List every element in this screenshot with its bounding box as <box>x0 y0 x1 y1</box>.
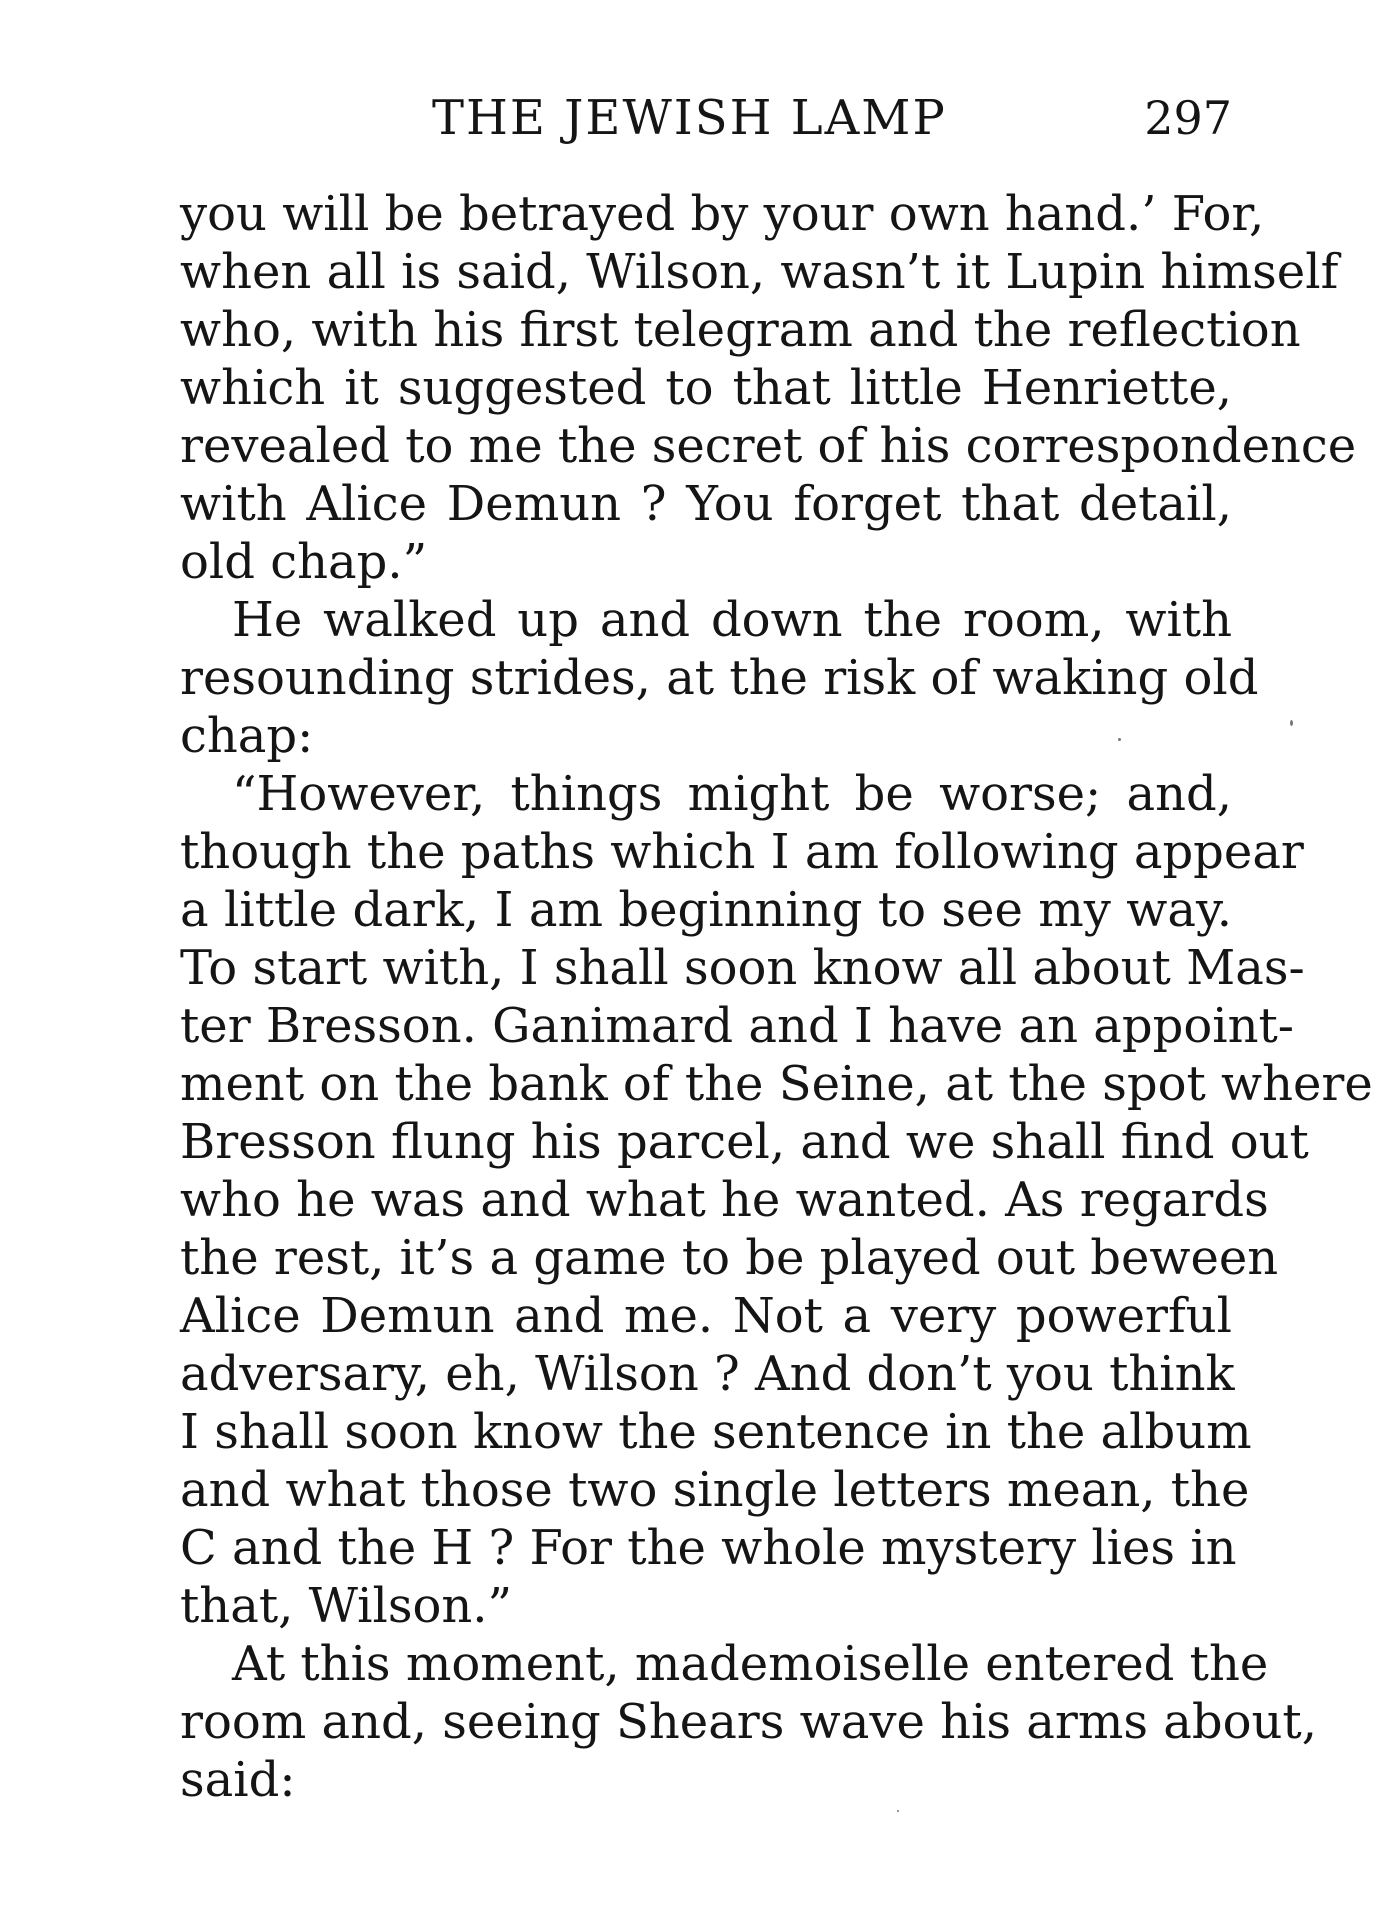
text-line: “However, things might be worse; and, <box>232 766 1232 822</box>
text-line: though the paths which I am following appear <box>180 824 1304 880</box>
text-line: and what those two single letters mean, the <box>180 1462 1250 1518</box>
scan-speck <box>1118 738 1121 741</box>
text-line: I shall soon know the sentence in the album <box>180 1404 1252 1460</box>
text-line: To start with, I shall soon know all about Mas- <box>180 940 1305 996</box>
scan-speck <box>1290 720 1293 726</box>
text-line: revealed to me the secret of his correspondence <box>180 418 1357 474</box>
text-line: chap: <box>180 708 314 764</box>
text-line: when all is said, Wilson, wasn’t it Lupin himself <box>180 244 1339 300</box>
text-line: At this moment, mademoiselle entered the <box>232 1636 1269 1692</box>
page-header <box>180 88 1232 148</box>
page-number: 297 <box>1144 91 1232 145</box>
text-line: who he was and what he wanted. As regards <box>180 1172 1269 1228</box>
text-line: ter Bresson. Ganimard and I have an appoint- <box>180 998 1294 1054</box>
text-line: Alice Demun and me. Not a very powerful <box>180 1288 1232 1344</box>
text-line: said: <box>180 1752 296 1808</box>
scan-speck <box>897 1810 899 1812</box>
text-line: the rest, it’s a game to be played out beween <box>180 1230 1279 1286</box>
text-line: ment on the bank of the Seine, at the spot where <box>180 1056 1373 1112</box>
text-line: room and, seeing Shears wave his arms about, <box>180 1694 1317 1750</box>
body-text <box>180 185 1373 1809</box>
text-line: adversary, eh, Wilson ? And don’t you think <box>180 1346 1235 1402</box>
text-line: old chap.” <box>180 534 428 590</box>
text-line: He walked up and down the room, with <box>232 592 1232 648</box>
text-line: that, Wilson.” <box>180 1578 513 1634</box>
text-line: which it suggested to that little Henriette, <box>180 360 1232 416</box>
text-line: resounding strides, at the risk of waking old <box>180 650 1259 706</box>
text-line: Bresson flung his parcel, and we shall find out <box>180 1114 1309 1170</box>
running-head: THE JEWISH LAMP <box>432 90 947 146</box>
text-line: you will be betrayed by your own hand.’ For, <box>180 186 1265 242</box>
text-line: who, with his first telegram and the reflection <box>180 302 1301 358</box>
text-line: a little dark, I am beginning to see my way. <box>180 882 1232 938</box>
text-line: with Alice Demun ? You forget that detail, <box>180 476 1232 532</box>
text-line: C and the H ? For the whole mystery lies in <box>180 1520 1237 1576</box>
